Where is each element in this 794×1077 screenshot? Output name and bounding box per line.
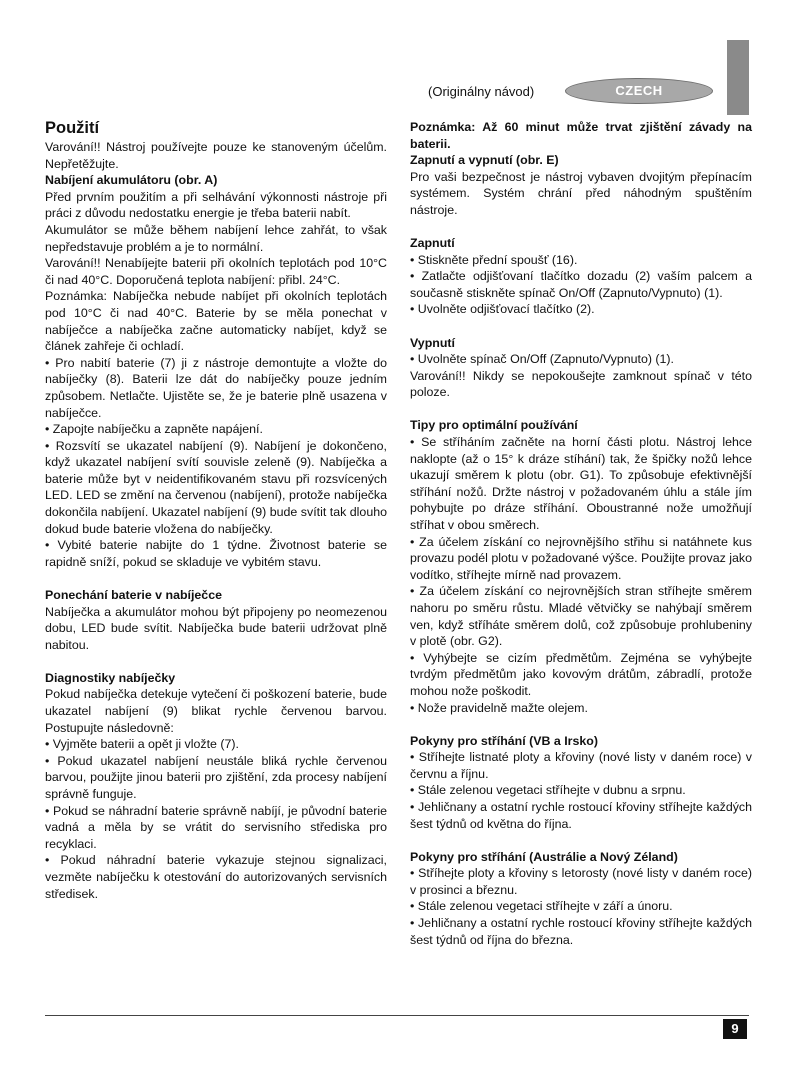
- paragraph: Nabíječka a akumulátor mohou být připojeny po neomezenou dobu, LED bude svítit. Nabíječka bude baterii udržovat plně nabitou.: [45, 604, 387, 652]
- bullet-item: • Vyhýbejte se cizím předmětům. Zejména se vyhýbejte tvrdým předmětům jako kovovým drátům, zábradlí, protože mohou nože poškodit.: [410, 650, 752, 698]
- subheading-tips: Tipy pro optimální používání: [410, 418, 578, 433]
- bullet-item: • Se stříháním začněte na horní části plotu. Nástroj lehce naklopte (až o 15° k dráze stíhání) tak, že špičky nožů lehce ukazují směrem k plotu (obr. G1). To způsobuje efektivnější stříhání nožů. Držte nástroj v požadovaném úhlu a stále jím pohybujte po dráze stříhání. Oboustranné nože umožňují stříhat v obou směrech.: [410, 435, 752, 532]
- bullet-item: • Za účelem získání co nejrovnějších stran stříhejte směrem nahoru po směru růstu. Mladé větvičky se nahýbají směrem ven, když stříháte směrem dolů, což způsobuje prohlubeniny v plotě (obr. G2).: [410, 584, 752, 649]
- subheading-diagnostics: Diagnostiky nabíječky: [45, 670, 176, 685]
- bullet-item: • Uvolněte spínač On/Off (Zapnuto/Vypnuto) (1).: [410, 352, 674, 367]
- bullet-item: • Stále zelenou vegetaci stříhejte v dubnu a srpnu.: [410, 783, 686, 798]
- paragraph: Varování!! Nástroj používejte pouze ke stanoveným účelům. Nepřetěžujte.: [45, 140, 387, 171]
- bullet-item: • Rozsvítí se ukazatel nabíjení (9). Nabíjení je dokončeno, když ukazatel nabíjení svítí souvisle zeleně (9). Nabíječka a baterie může byt v neidentifikovaném stavu při rozsvícených LED. LED se změní na červenou (nabíjení), protože nabíječka dokončila nabíjení. Ukazatel nabíjení (9) bude svítit tak dlouho dokud bude baterie vložena do nabíječky.: [45, 438, 387, 536]
- paragraph: Poznámka: Nabíječka nebude nabíjet při okolních teplotách pod 10°C či nad 40°C. Baterie by se měla ponechat v nabíječce a nabíječka začne automaticky nabíjet, když se článek zahřeje či ochladí.: [45, 289, 387, 354]
- left-column: [45, 117, 387, 902]
- note-diagnosis-time: Poznámka: Až 60 minut může trvat zjištění závady na baterii.: [410, 120, 752, 151]
- subheading-switch-on: Zapnutí: [410, 236, 455, 251]
- bullet-item: • Zatlačte odjišťovaní tlačítko dozadu (2) vaším palcem a současně stiskněte spínač On/Off (Zapnuto/Vypnuto) (1).: [410, 269, 752, 300]
- paragraph: Pro vaši bezpečnost je nástroj vybaven dvojitým přepínacím systémem. Systém chrání před náhodným spuštěním nástroje.: [410, 169, 752, 217]
- bullet-item: • Nože pravidelně mažte olejem.: [410, 700, 588, 715]
- bullet-item: • Jehličnany a ostatní rychle rostoucí křoviny stříhejte každých šest týdnů od října do března.: [410, 916, 752, 947]
- subheading-cutting-au: Pokyny pro stříhání (Austrálie a Nový Zéland): [410, 849, 678, 864]
- bullet-item: • Zapojte nabíječku a zapněte napájení.: [45, 422, 263, 437]
- right-column: [410, 119, 752, 948]
- original-instructions-label: (Originálny návod): [428, 84, 535, 99]
- bullet-item: • Pro nabití baterie (7) ji z nástroje demontujte a vložte do nabíječky (8). Baterii lze dát do nabíječky pouze jedním způsobem. Netlačte. Ujistěte se, že je baterie plně usazena v nabíječce.: [45, 355, 387, 420]
- page-number: 9: [723, 1019, 747, 1039]
- paragraph: Varování!! Nikdy se nepokoušejte zamknout spínač v této poloze.: [410, 368, 752, 400]
- paragraph: Před prvním použitím a při selhávání výkonnosti nástroje při práci z důvodu nedostatku energie je třeba baterii nabít.: [45, 189, 387, 221]
- subheading-charging: Nabíjení akumulátoru (obr. A): [45, 173, 218, 188]
- bullet-item: • Stříhejte listnaté ploty a křoviny (nové listy v daném roce) v červnu a říjnu.: [410, 750, 752, 781]
- subheading-leaving-battery: Ponechání baterie v nabíječce: [45, 587, 222, 602]
- bullet-item: • Pokud náhradní baterie vykazuje stejnou signalizaci, vezměte nabíječku k otestování do autorizovaných servisních středisek.: [45, 853, 387, 901]
- footer-divider: [45, 1015, 749, 1016]
- paragraph: Pokud nabíječka detekuje vytečení či poškození baterie, bude ukazatel nabíjení (9) blikat rychle červenou barvou. Postupujte následovně:: [45, 687, 387, 735]
- language-badge: CZECH: [565, 78, 713, 104]
- paragraph: Akumulátor se může během nabíjení lehce zahřát, to však nepředstavuje problém a je to normální.: [45, 222, 387, 254]
- bullet-item: • Pokud ukazatel nabíjení neustále bliká rychle červenou barvou, použijte jinou baterii pro zjištění, zda procesy nabíjení správně funguje.: [45, 753, 387, 801]
- section-title: Použití: [45, 119, 100, 137]
- bullet-item: • Pokud se náhradní baterie správně nabíjí, je původní baterie vadná a měla by se vrátit do servisního střediska pro recyklaci.: [45, 803, 387, 851]
- bullet-item: • Uvolněte odjišťovací tlačítko (2).: [410, 302, 595, 317]
- bullet-item: • Za účelem získání co nejrovnějšího střihu si natáhnete kus provazu podél plotu v požadované výšce. Použijte provaz jako vodítko, stříhejte mírně nad provazem.: [410, 534, 752, 582]
- side-tab-marker: [727, 40, 749, 115]
- paragraph: Varování!! Nenabíjejte baterii při okolních teplotách pod 10°C či nad 40°C. Doporučená teplota nabíjení: přibl. 24°C.: [45, 256, 387, 287]
- bullet-item: • Stiskněte přední spoušť (16).: [410, 252, 578, 267]
- bullet-item: • Stále zelenou vegetaci stříhejte v září a únoru.: [410, 899, 673, 914]
- subheading-switch-off: Vypnutí: [410, 335, 455, 350]
- bullet-item: • Jehličnany a ostatní rychle rostoucí křoviny stříhejte každých šest týdnů od května do října.: [410, 799, 752, 831]
- subheading-on-off: Zapnutí a vypnutí (obr. E): [410, 153, 559, 168]
- bullet-item: • Vybité baterie nabijte do 1 týdne. Životnost baterie se rapidně sníží, pokud se skladuje ve vybitém stavu.: [45, 538, 387, 569]
- subheading-cutting-uk: Pokyny pro stříhání (VB a Irsko): [410, 733, 598, 748]
- bullet-item: • Vyjměte baterii a opět ji vložte (7).: [45, 737, 239, 752]
- bullet-item: • Stříhejte ploty a křoviny s letorosty (nové listy v daném roce) v prosinci a březnu.: [410, 866, 752, 897]
